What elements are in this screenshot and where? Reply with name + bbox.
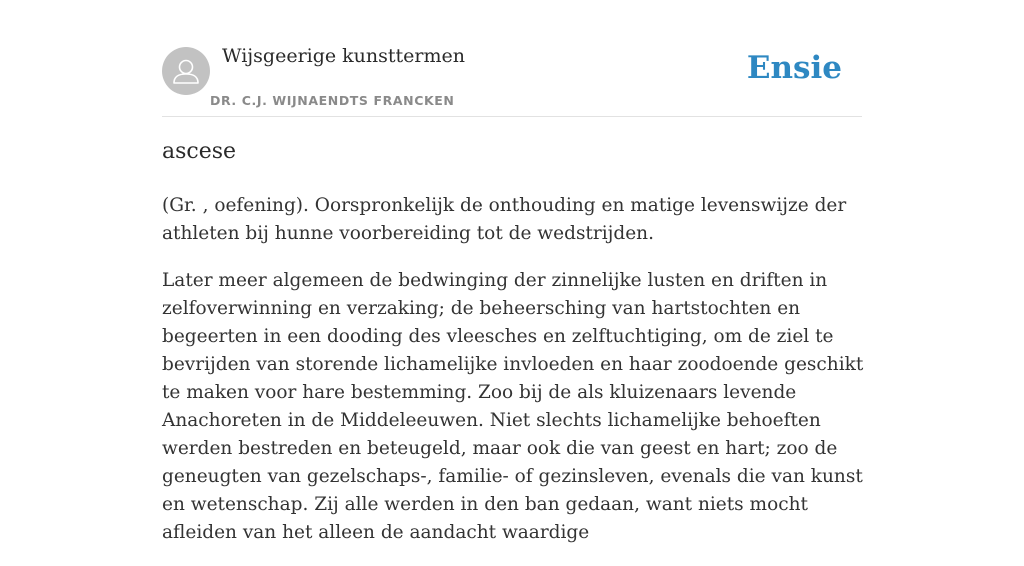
header xyxy=(162,0,862,117)
ensie-logo[interactable]: Ensie xyxy=(746,50,842,86)
user-avatar-icon xyxy=(162,47,210,95)
entry-paragraph: (Gr. , oefening). Oorspronkelijk de onthouding en matige levenswijze der athleten bij hunne voorbereiding tot de wedstrijden. xyxy=(162,195,847,244)
entry-paragraph: Later meer algemeen de bedwinging der zinnelijke lusten en driften in zelfoverwinning en verzaking; de beheersching van hartstochten en begeerten in een dooding des vleesches en zelftuchtiging, om de ziel te bevrijden van storende lichamelijke invloeden en haar zoodoende geschikt te maken voor hare bestemming. Zoo bij de als kluizenaars levende Anachoreten in de Middeleeuwen. Niet slechts lichamelijke behoeften werden bestreden en beteugeld, maar ook die van geest en hart; zoo de geneugten van gezelschaps-, familie- of gezinsleven, evenals die van kunst en wetenschap. Zij alle werden in den ban gedaan, want niets mocht afleiden van het alleen de aandacht waardige xyxy=(162,270,864,543)
entry-content xyxy=(162,192,867,566)
user-silhouette-icon xyxy=(162,47,210,95)
entry-title: ascese xyxy=(162,139,237,164)
author-name[interactable]: DR. C.J. WIJNAENDTS FRANCKEN xyxy=(210,93,455,108)
book-title[interactable]: Wijsgeerige kunsttermen xyxy=(222,45,466,67)
